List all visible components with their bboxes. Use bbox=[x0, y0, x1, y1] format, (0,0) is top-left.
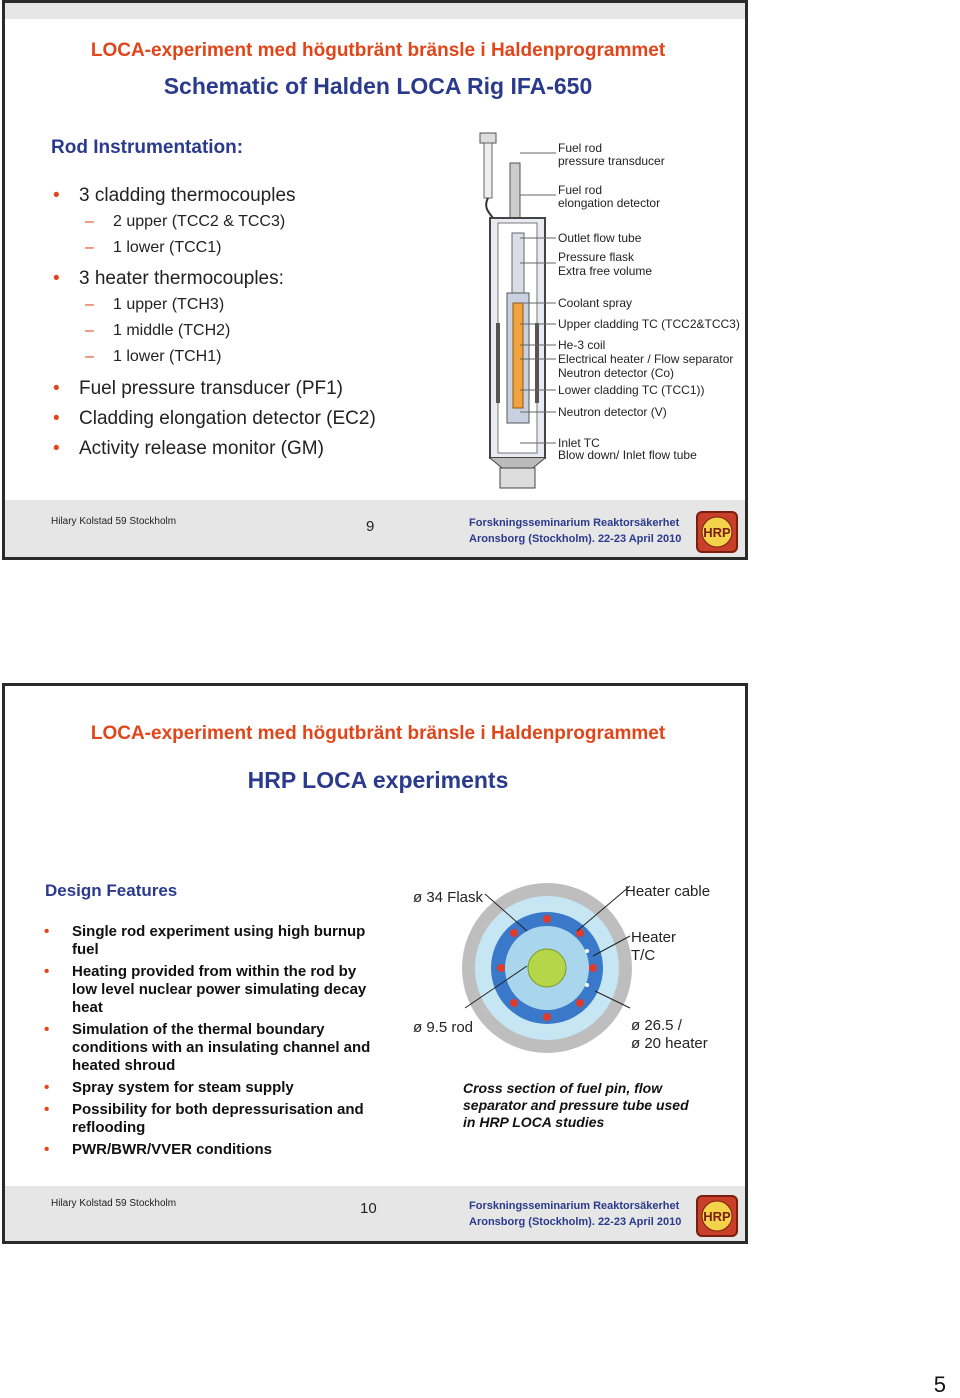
slide-10 bbox=[2, 683, 748, 1244]
label-coolant-spray: Coolant spray bbox=[558, 296, 633, 310]
label-extra-free-volume: Extra free volume bbox=[558, 264, 653, 278]
list-item: • Heating provided from within the rod by low level nuclear power simulating decay heat bbox=[44, 963, 367, 1016]
hrp-logo-text: HRP bbox=[703, 525, 731, 540]
slide-suptitle: LOCA-experiment med högutbränt bränsle i Haldenprogrammet bbox=[90, 723, 666, 744]
list-item: • 3 heater thermocouples: bbox=[53, 268, 284, 289]
slide-title: Schematic of Halden LOCA Rig IFA-650 bbox=[163, 73, 593, 99]
conference-date: Aronsborg (Stockholm). 22-23 April 2010 bbox=[469, 533, 682, 545]
label-heater-cable: Heater cable bbox=[625, 883, 711, 900]
label-fuel-rod: Fuel rod bbox=[558, 141, 603, 155]
slide-title: HRP LOCA experiments bbox=[247, 767, 509, 793]
list-item: – 1 upper (TCH3) bbox=[85, 296, 225, 313]
design-features-list bbox=[44, 923, 382, 1163]
instrumentation-list bbox=[53, 185, 376, 468]
label-heater-tc-line2: T/C bbox=[631, 947, 656, 964]
label-he3-coil: He-3 coil bbox=[558, 338, 606, 352]
label-pressure-transducer: pressure transducer bbox=[558, 154, 665, 168]
label-electrical-heater: Electrical heater / Flow separator bbox=[558, 352, 734, 366]
list-item: • Possibility for both depressurisation and reflooding bbox=[44, 1101, 364, 1136]
list-item: • Spray system for steam supply bbox=[44, 1079, 294, 1096]
label-fuel-rod-2: Fuel rod bbox=[558, 183, 603, 197]
conference-name: Forskningsseminarium Reaktorsäkerhet bbox=[469, 1200, 680, 1212]
list-item: • PWR/BWR/VVER conditions bbox=[44, 1141, 272, 1158]
top-bar bbox=[5, 3, 745, 19]
label-neutron-detector-co: Neutron detector (Co) bbox=[558, 366, 675, 380]
list-item: – 1 lower (TCH1) bbox=[85, 348, 222, 365]
label-heater-dimensions bbox=[631, 1017, 708, 1053]
label-blow-down: Blow down/ Inlet flow tube bbox=[558, 448, 697, 462]
conference-date: Aronsborg (Stockholm). 22-23 April 2010 bbox=[469, 1216, 682, 1228]
list-item: • Cladding elongation detector (EC2) bbox=[53, 408, 376, 429]
label-rod: ø 9.5 rod bbox=[413, 1019, 474, 1036]
list-item: • Simulation of the thermal boundary conditions with an insulating channel and heated shroud bbox=[44, 1021, 371, 1074]
slide-number: 10 bbox=[360, 1200, 377, 1217]
document-page-number: 5 bbox=[933, 1372, 946, 1397]
label-outlet-flow-tube: Outlet flow tube bbox=[558, 231, 642, 245]
label-upper-cladding-tc: Upper cladding TC (TCC2&TCC3) bbox=[558, 317, 740, 331]
slide-suptitle: LOCA-experiment med högutbränt bränsle i Haldenprogrammet bbox=[90, 40, 666, 61]
figure-caption: Cross section of fuel pin, flow separator and pressure tube used in HRP LOCA studies bbox=[463, 1080, 689, 1130]
list-item: – 2 upper (TCC2 & TCC3) bbox=[85, 213, 286, 230]
label-heater-dim-line1: ø 26.5 / bbox=[631, 1017, 682, 1034]
footer-author: Hilary Kolstad 59 Stockholm bbox=[51, 516, 177, 527]
diagram-leader-lines bbox=[520, 143, 560, 463]
label-elongation-detector: elongation detector bbox=[558, 196, 661, 210]
slide-number: 9 bbox=[366, 518, 375, 535]
label-neutron-detector-v: Neutron detector (V) bbox=[558, 405, 667, 419]
footer-conference bbox=[469, 1198, 681, 1230]
label-heater-tc bbox=[631, 929, 676, 965]
label-lower-cladding-tc: Lower cladding TC (TCC1)) bbox=[558, 383, 705, 397]
list-item: • Fuel pressure transducer (PF1) bbox=[53, 378, 343, 399]
footer-conference bbox=[469, 515, 681, 547]
conference-name: Forskningsseminarium Reaktorsäkerhet bbox=[469, 517, 680, 529]
label-heater-tc-line1: Heater bbox=[631, 929, 677, 946]
section-heading: Design Features bbox=[45, 881, 178, 900]
label-inlet-tc: Inlet TC bbox=[558, 436, 600, 450]
hrp-logo-text: HRP bbox=[703, 1209, 731, 1224]
list-item: • Single rod experiment using high burnup fuel bbox=[44, 923, 366, 958]
label-flask: ø 34 Flask bbox=[413, 889, 484, 906]
list-item: • Activity release monitor (GM) bbox=[53, 438, 324, 459]
list-item: • 3 cladding thermocouples bbox=[53, 185, 296, 206]
hrp-logo bbox=[693, 508, 741, 556]
hrp-logo bbox=[693, 1192, 741, 1240]
footer-author: Hilary Kolstad 59 Stockholm bbox=[51, 1198, 177, 1209]
list-item: – 1 middle (TCH2) bbox=[85, 322, 231, 339]
list-item: – 1 lower (TCC1) bbox=[85, 239, 222, 256]
slide-9 bbox=[2, 0, 748, 560]
label-heater-dim-line2: ø 20 heater bbox=[631, 1035, 708, 1052]
label-pressure-flask: Pressure flask bbox=[558, 250, 635, 264]
section-heading: Rod Instrumentation: bbox=[51, 137, 244, 158]
